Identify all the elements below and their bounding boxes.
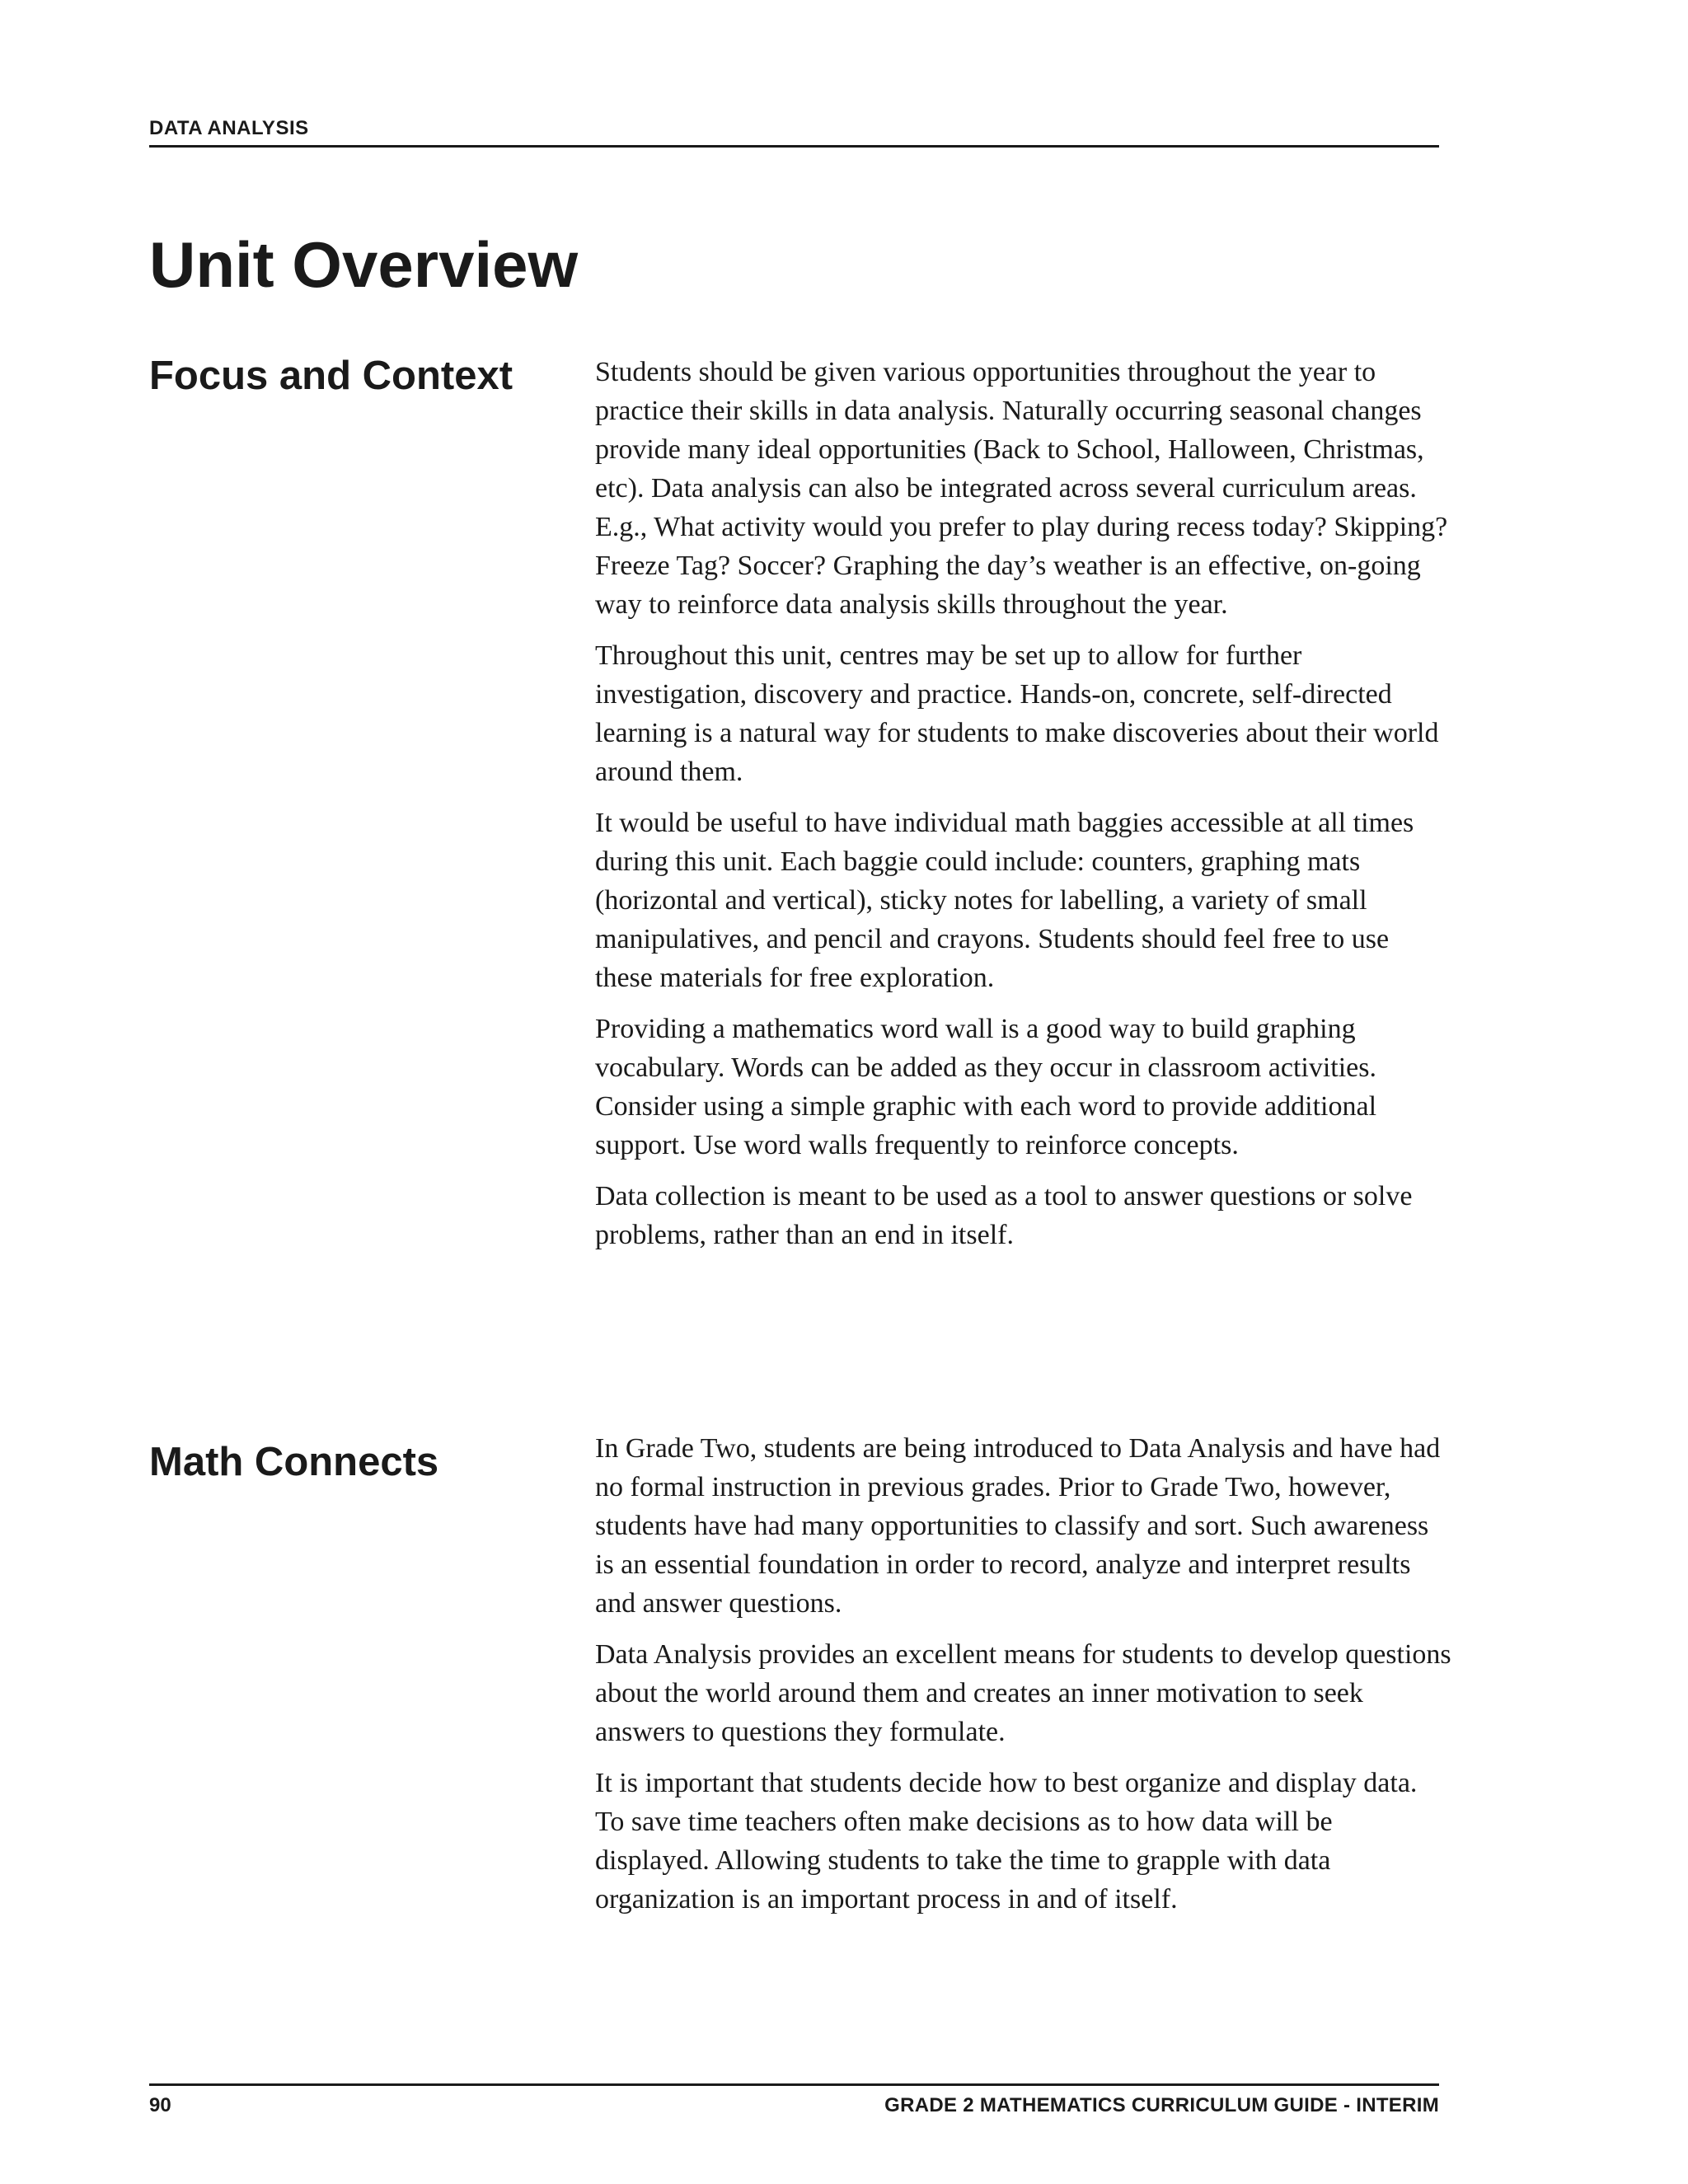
page-number: 90 (149, 2094, 171, 2116)
paragraph: It is important that students decide how to best organize and display data. To save time teachers often make decisions as to how data will be displayed. Allowing students to take the time to grapple with data organization is an important process in and of itself. (595, 1768, 1418, 1915)
page-title: Unit Overview (149, 228, 579, 301)
paragraph: Students should be given various opportunities throughout the year to practice their skills in data analysis. Naturally occurring seasonal changes provide many ideal opportunities (Back to School, Halloween, Christmas, etc). Data analysis can also be integrated across several curriculum areas. E.g., What activity would you prefer to play during recess today? Skipping? Freeze Tag? Soccer? Graphing the day’s weather is an effective, on-going way to reinforce data analysis skills throughout the year. (595, 357, 1448, 620)
footer-guide-title: GRADE 2 MATHEMATICS CURRICULUM GUIDE - INTERIM (884, 2094, 1439, 2116)
running-head: DATA ANALYSIS (149, 117, 309, 139)
paragraph: Throughout this unit, centres may be set up to allow for further investigation, discovery and practice. Hands-on, concrete, self-directed learning is a natural way for students to make discoveries about their world around them. (595, 640, 1439, 787)
paragraph: Data collection is meant to be used as a tool to answer questions or solve problems, rather than an end in itself. (595, 1181, 1413, 1250)
paragraph: Providing a mathematics word wall is a good way to build graphing vocabulary. Words can be added as they occur in classroom activities. Consider using a simple graphic with each word to provide additional support. Use word walls frequently to reinforce concepts. (595, 1014, 1377, 1160)
paragraph: Data Analysis provides an excellent means for students to develop questions about the world around them and creates an inner motivation to seek answers to questions they formulate. (595, 1639, 1451, 1747)
paragraph: It would be useful to have individual math baggies accessible at all times during this unit. Each baggie could include: counters, graphing mats (horizontal and vertical), sticky notes for labelling, a variety of small manipulatives, and pencil and crayons. Students should feel free to use these materials for free exploration. (595, 808, 1414, 993)
section-body-focus-and-context (595, 353, 1452, 1267)
section-heading-math-connects: Math Connects (149, 1440, 439, 1484)
paragraph: In Grade Two, students are being introduced to Data Analysis and have had no formal instruction in previous grades. Prior to Grade Two, however, students have had many opportunities to classify and sort. Such awareness is an essential foundation in order to record, analyze and interpret results and answer questions. (595, 1433, 1441, 1619)
footer-rule (149, 2083, 1439, 2086)
header-rule (149, 145, 1439, 148)
section-body-math-connects (595, 1429, 1452, 1931)
section-heading-focus-and-context: Focus and Context (149, 354, 513, 398)
